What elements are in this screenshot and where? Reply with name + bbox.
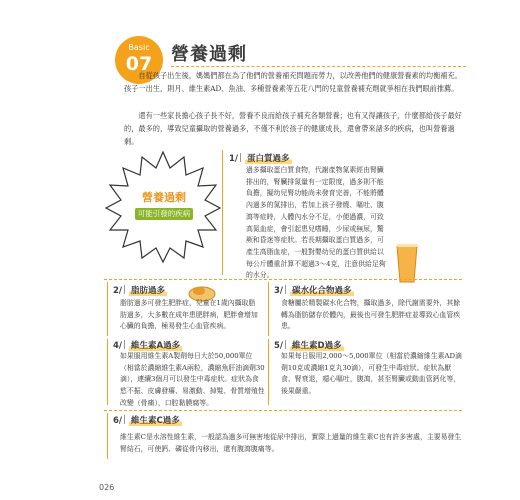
starburst-illustration (104, 148, 222, 266)
section-divider (107, 282, 108, 336)
illustration-subtitle: 可能引發的疾病 (135, 208, 193, 220)
section-divider (268, 339, 269, 405)
section-3-label: 碳水化合物過多 (292, 286, 352, 296)
section-6-label: 維生素C過多 (131, 416, 180, 426)
section-4-number: 4/ (113, 341, 123, 351)
section-1-body: 過多攝取蛋白質食物，代謝產物氮素經由腎臟排出的，腎臟排氮量有一定限度，過多則不能負擔，擬幼兒腎功能尚未發育完善，不能將體內過多的氮排出，若加上孩子發燒、嘔吐、腹瀉等症時，人體內水分不足，小便過濃，可致高氮血症，會引起患兒嗜睡，少尿或無尿，驚厥和昏迷等症狀。若長期攝取蛋白質過多，可產生高脂血症，一般對嬰幼兒的蛋白質供給以每公斤體重計算不超過3～4克，注意供給足夠的水分。 (246, 166, 386, 280)
section-5-number: 5/ (274, 341, 284, 351)
intro-paragraph-1: 自從孩子出生後，媽媽們都在為了他們的營養補充問題而勞力，以改善他們的健康營養素的均衡補充。孩子一出生，則月、維生素AD、魚油、多種營養素等五花八門的兒童營養補充劑就爭相在我們眼前推薦。 (124, 71, 462, 93)
section-5-label: 維生素D過多 (292, 341, 342, 351)
section-5-body: 如果每日服用2,000～5,000單位（相當於濃縮維生素AD滴劑10克或濃縮1克丸30滴），可發生中毒症狀。症狀為厭食、腎衰退，噁心嘔吐，腹瀉，甚至腎臟或動血管鈣化等，後果嚴重。 (281, 352, 462, 396)
section-3-body: 食糖屬於精製碳水化合物，攝取過多，除代謝需要外，其餘轉為脂肪儲存於體內，最後也可發生肥胖症並導致心血管疾患。 (281, 299, 461, 331)
section-divider (107, 339, 108, 405)
title-divider (171, 66, 466, 67)
section-2-number: 2/ (113, 286, 123, 296)
section-1-number: 1/ (229, 154, 239, 164)
section-divider (268, 282, 269, 336)
row-divider (104, 279, 462, 280)
section-4-body: 如果服用維生素A製劑每日大於50,000單位（相當於濃縮維生素A兩粒，濃縮魚肝油滴劑30滴），連續3個月可以發生中毒症狀。症狀為食慾不振、皮膚發癢、易激動、掉髮、骨質增殖性改變（骨痛），口腔黏膜腐等。 (120, 352, 265, 407)
section-4-label: 維生素A過多 (131, 341, 181, 351)
section-2-title (113, 284, 167, 296)
juice-glass-icon (392, 240, 422, 284)
section-divider (107, 413, 108, 459)
section-1-title (229, 152, 292, 164)
intro-paragraph-2: 還有一些家長擔心孩子長不好，營養不良而給孩子補充各類營養；也有又得讓孩子，什麼都給孩子最好的，最多的，導致兒童攝取的營養過多，不僅不利於孩子的健康成長，還會帶來諸多的疾病，也叫營養過剩。 (124, 111, 462, 146)
section-2-label: 脂肪過多 (131, 286, 166, 296)
section-6-number: 6/ (113, 416, 123, 426)
section-3-title (274, 284, 354, 296)
page-number: 026 (99, 483, 115, 492)
page-title: 營養過剩 (171, 44, 247, 65)
section-5-title (274, 339, 344, 351)
section-4-title (113, 339, 182, 351)
badge-label: Basic (128, 43, 150, 52)
section-6-title (113, 414, 182, 426)
section-divider (222, 150, 223, 275)
row-divider (104, 410, 462, 411)
illustration-title: 營養過剩 (142, 191, 186, 204)
section-2-body: 脂肪過多可發生肥胖症，兒童在1歲內攝取脂肪過多，大多數在成年患肥胖病，肥胖會增加心臟的負擔，極易發生心血管疾病。 (120, 299, 258, 331)
section-3-number: 3/ (274, 286, 284, 296)
section-6-body: 維生素C是水溶性維生素，一般認為過多可無害地從尿中排出，實際上過量的維生素C也有許多害處，主要易發生腎結石，可使鈣、磷從骨內移出，還有腹瀉腹痛等。 (120, 433, 462, 453)
badge-number: 07 (125, 53, 153, 75)
section-1-label: 蛋白質過多 (247, 154, 290, 164)
